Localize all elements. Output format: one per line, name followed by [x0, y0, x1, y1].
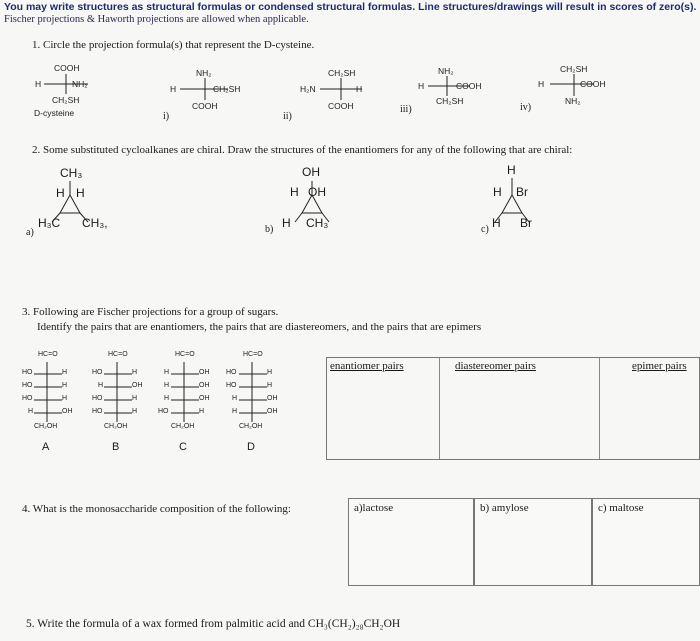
- sugar-c-r1-left: H: [164, 369, 170, 376]
- sugar-d-r1-right: H: [267, 369, 273, 376]
- sugar-b-top: HC=O: [108, 351, 128, 358]
- ref-top: COOH: [54, 63, 80, 73]
- sugar-d-r1-left: HO: [226, 369, 237, 376]
- instructions-line-2: Fischer projections & Haworth projections are allowed when applicable.: [4, 14, 309, 25]
- sugar-a-r4-left: H: [28, 408, 34, 415]
- diastereomer-cell[interactable]: [439, 358, 600, 459]
- sugar-b-r4-right: H: [132, 408, 138, 415]
- maltose-box[interactable]: [592, 498, 700, 586]
- ref-right: NH₂: [72, 79, 88, 89]
- opt-iii-top: NH₂: [438, 66, 454, 76]
- sugar-b-bottom: CH₂OH: [104, 423, 128, 430]
- sugar-b-r2-right: OH: [132, 382, 143, 389]
- sugar-a-top: HC=O: [38, 351, 58, 358]
- sugar-c-r3-right: OH: [199, 395, 210, 402]
- opt-i-left: H: [170, 84, 177, 94]
- sugar-c-bottom: CH₂OH: [171, 423, 195, 430]
- sugar-a-label: A: [42, 441, 50, 453]
- question-5-prompt: 5. Write the formula of a wax formed from palmitic acid and CH₃(CH₂)₂₈CH₂OH: [26, 618, 401, 630]
- sugar-d-r2-left: HO: [226, 382, 237, 389]
- q2a-label: a): [26, 227, 34, 238]
- instructions-line-1: You may write structures as structural formulas or condensed structural formulas. Line structures/drawings will result in scores of zero(s).: [4, 1, 697, 13]
- sugar-a-r1-right: H: [62, 369, 68, 376]
- question-3-prompt-1: 3. Following are Fischer projections for a group of sugars.: [22, 306, 279, 318]
- sugar-d-r2-right: H: [267, 382, 273, 389]
- ref-bottom: CH₂SH: [52, 95, 80, 105]
- sugar-c-r3-left: H: [164, 395, 170, 402]
- opt-iv-right: COOH: [580, 79, 606, 89]
- opt-iii-right: COOH: [456, 81, 482, 91]
- opt-ii-top: CH₂SH: [328, 68, 356, 78]
- sugar-b-r4-left: HO: [92, 408, 103, 415]
- question-2-prompt: 2. Some substituted cycloalkanes are chiral. Draw the structures of the enantiomers for any of the following that are chiral:: [32, 144, 573, 156]
- sugar-b-r3-left: HO: [92, 395, 103, 402]
- sugar-c-label: C: [179, 441, 187, 453]
- q2a-h-right: H: [76, 186, 85, 200]
- sugar-b-r2-left: H: [98, 382, 104, 389]
- q2c-top-left: H: [493, 185, 502, 199]
- q2a-bottom-right: CH₃,: [82, 216, 108, 230]
- epimer-header: epimer pairs: [632, 360, 687, 372]
- sugar-c-top: HC=O: [175, 351, 195, 358]
- ref-caption: D-cysteine: [34, 108, 75, 118]
- sugar-c-r2-left: H: [164, 382, 170, 389]
- enantiomer-cell[interactable]: [327, 358, 440, 459]
- q2b-bottom-right: CH₃: [306, 216, 329, 230]
- ref-left: H: [35, 79, 42, 89]
- q2a-h-left: H: [56, 186, 65, 200]
- sugar-a-r1-left: HO: [22, 369, 33, 376]
- sugar-d-top: HC=O: [243, 351, 263, 358]
- sugar-c-r2-right: OH: [199, 382, 210, 389]
- question-4-prompt: 4. What is the monosaccharide composition of the following:: [22, 503, 291, 515]
- opt-iv-left: H: [538, 79, 545, 89]
- opt-i-right: CH₂SH: [213, 84, 241, 94]
- opt-i-number: i): [163, 111, 170, 122]
- opt-iii-left: H: [418, 81, 425, 91]
- sugar-b-r1-right: H: [132, 369, 138, 376]
- sugar-a-bottom: CH₂OH: [34, 423, 58, 430]
- sugar-d-r3-left: H: [232, 395, 238, 402]
- sugar-d-r3-right: OH: [267, 395, 278, 402]
- sugar-c-r1-right: OH: [199, 369, 210, 376]
- sugar-a-r2-left: HO: [22, 382, 33, 389]
- q2c-top: H: [507, 163, 516, 177]
- maltose-label: c) maltose: [598, 502, 644, 514]
- lactose-label: a)lactose: [354, 502, 394, 514]
- pairs-table: [326, 357, 700, 460]
- q2c-bottom-left: H: [492, 216, 501, 230]
- sugar-a-r3-left: HO: [22, 395, 33, 402]
- opt-iv-top: CH₂SH: [560, 64, 588, 74]
- sugar-b-label: B: [112, 441, 120, 453]
- sugar-d-bottom: CH₂OH: [239, 423, 263, 430]
- q2a-top: CH₃: [60, 166, 83, 180]
- opt-iv-number: iv): [520, 102, 532, 113]
- sugar-d-r4-right: OH: [267, 408, 278, 415]
- opt-i-top: NH₂: [196, 68, 212, 78]
- opt-ii-left: H₂N: [300, 84, 316, 94]
- sugar-c-r4-left: HO: [158, 408, 169, 415]
- sugar-c-r4-right: H: [199, 408, 205, 415]
- question-1-prompt: 1. Circle the projection formula(s) that represent the D-cysteine.: [32, 39, 315, 51]
- sugar-d-r4-left: H: [232, 408, 238, 415]
- sugar-b-r3-right: H: [132, 395, 138, 402]
- q2c-bottom-right: Br: [520, 216, 532, 230]
- q2b-top-left: H: [290, 185, 299, 199]
- opt-ii-number: ii): [283, 111, 292, 122]
- amylose-box[interactable]: [474, 498, 592, 586]
- opt-i-bottom: COOH: [192, 101, 218, 111]
- sugar-a-r4-right: OH: [62, 408, 73, 415]
- sugar-d-label: D: [247, 441, 255, 453]
- sugar-a-r2-right: H: [62, 382, 68, 389]
- opt-iii-number: iii): [400, 104, 412, 115]
- q2a-bottom-left: H₃C: [38, 216, 61, 230]
- epimer-cell[interactable]: [599, 358, 700, 459]
- q2b-top-right: OH: [308, 185, 326, 199]
- opt-ii-right: H: [356, 84, 363, 94]
- amylose-label: b) amylose: [480, 502, 529, 514]
- q2c-top-right: Br: [516, 185, 528, 199]
- question-3-prompt-2: Identify the pairs that are enantiomers, the pairs that are diastereomers, and the pairs that are epimers: [37, 321, 482, 333]
- opt-ii-bottom: COOH: [328, 101, 354, 111]
- q2b-top: OH: [302, 165, 320, 179]
- sugar-a-r3-right: H: [62, 395, 68, 402]
- q2b-bottom-left: H: [282, 216, 291, 230]
- sugar-b-r1-left: HO: [92, 369, 103, 376]
- opt-iv-bottom: NH₂: [565, 96, 581, 106]
- q2c-label: c): [481, 224, 489, 235]
- opt-iii-bottom: CH₂SH: [436, 96, 464, 106]
- q2b-label: b): [265, 224, 274, 235]
- enantiomer-header: enantiomer pairs: [330, 360, 404, 372]
- lactose-box[interactable]: [348, 498, 474, 586]
- diastereomer-header: diastereomer pairs: [455, 360, 536, 372]
